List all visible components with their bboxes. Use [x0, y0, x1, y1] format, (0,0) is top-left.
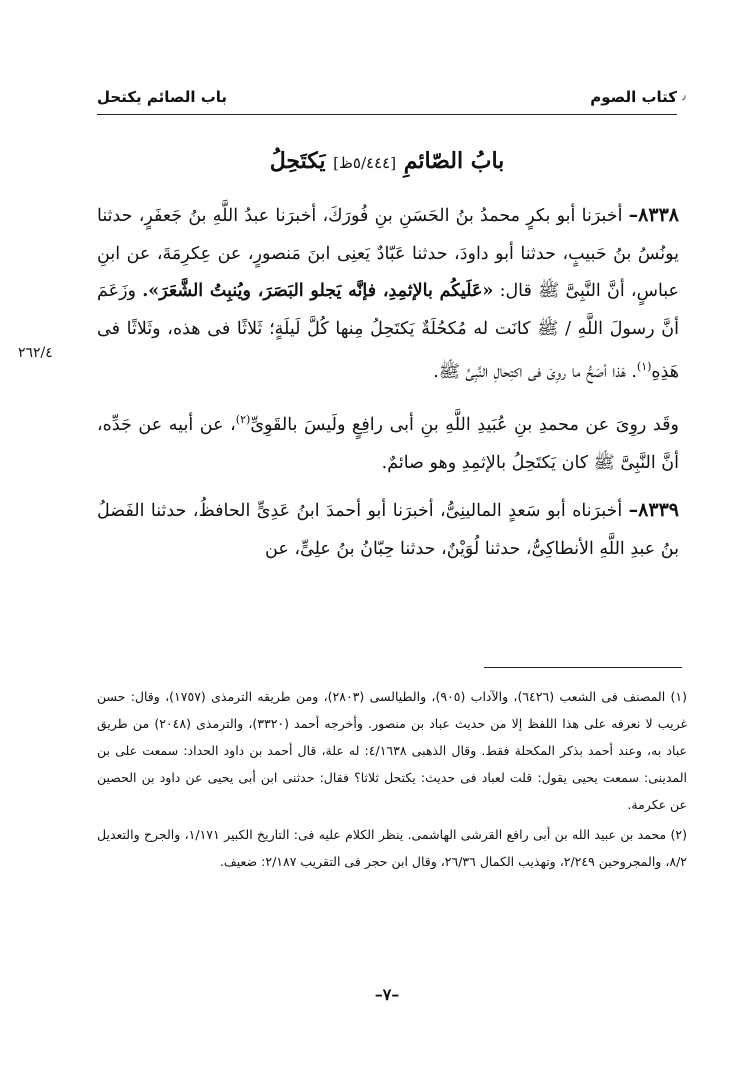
hadith-text: . هَذا أصَحُّ ما روِىَ فى اكتِحالِ النَّبِىِّ ﷺ. [433, 361, 637, 382]
chapter-running-title: باب الصائم يكتحل [97, 88, 228, 106]
footnote: (٢) محمد بن عبيد الله بن أبى رافع القرشى الهاشمى. ينظر الكلام عليه فى: التاريخ الكبير ١/١٧١، والجرح والتعديل ٨/٢، والمجروحين ٢/٢٤٩، وتهذيب الكمال ٢٦/٣٦، وقال ابن حجر فى التقريب ٢/١٨٧: ضعيف. [97, 827, 687, 869]
hadith-paragraph [97, 492, 679, 568]
commentary-text: وقَد روِىَ عن محمدِ بنِ عُبَيدِ اللَّهِ بنِ أبى رافِعٍ ولَيسَ بالقَوِىِّ [250, 415, 679, 436]
footnotes [97, 683, 687, 878]
manuscript-reference: [٥/٤٤٤ظ] [333, 154, 397, 172]
hadith-paragraph [97, 197, 679, 391]
hadith-text: أخبرَناه أبو سَعدٍ المالينِىُّ، أخبرَنا أبو أحمدَ ابنُ عَدِىٍّ الحافظُ، حدثنا الفَضلُ بنُ عبدِ اللَّهِ الأنطاكِىُّ، حدثنا لُوَيْنٌ، حدثنا حِبّانُ بنُ علِىٍّ، عن [97, 501, 679, 559]
chapter-title-start: بابُ الصّائمِ [403, 148, 505, 174]
chapter-title [97, 148, 677, 174]
hadith-number: ٨٣٣٩– [628, 499, 679, 522]
footnote-marker[interactable]: (٢) [235, 413, 251, 427]
prophetic-quote: «عَلَيكُم بالإثمِدِ، فإنَّه يَجلو البَصَرَ، ويُنبِتُ الشَّعَرَ». [142, 281, 494, 301]
commentary-text: ، عن أبيه عن جَدِّه، أنَّ النَّبِىَّ ﷺ كان يَكتَحِلُ بالإثمِدِ وهو صائمٌ. [97, 415, 679, 473]
running-header [97, 88, 677, 106]
footnote-divider [484, 667, 682, 668]
hadith-text: وزَعَمَ أنَّ رسولَ اللَّهِ / ﷺ كانَت له مُكحُلَةٌ يَكتَحِلُ مِنها كُلَّ لَيلَةٍ؛ ثَلاثًا فى هذه، وثَلاثًا فى هَذِهِ [97, 281, 679, 382]
main-text [97, 197, 679, 578]
chapter-title-end: يَكتَحِلُ [269, 148, 326, 174]
page-number: –٧– [374, 985, 400, 1004]
margin-reference: ٢٦٢/٤ [18, 345, 53, 361]
header-divider [97, 114, 677, 115]
footnote-marker[interactable]: (١) [636, 360, 652, 373]
hadith-text: أخبرَنا أبو بكرٍ محمدُ بنُ الحَسَنِ بنِ فُورَكَ، أخبرَنا عبدُ اللَّهِ بنُ جَعفَرٍ، حدثنا يونُسُ بنُ حَبيبٍ، حدثنا أبو داودَ، حدثنا عَبّادٌ يَعنِى ابنَ مَنصورٍ، عن عِكرِمَةَ، عن ابنِ عباسٍ، أنَّ النَّبِىَّ ﷺ قال: [97, 206, 679, 301]
book-section-title: كتاب الصوم [590, 88, 677, 106]
footnote: (١) المصنف فى الشعب (٦٤٢٦)، والآداب (٩٠٥)، والطيالسى (٢٨٠٣)، ومن طريقه الترمذى (١٧٥٧)، وقال: حسن غريب لا نعرفه على هذا اللفظ إلا من حديث عباد بن منصور. وأخرجه أحمد (٣٣٢٠)، والترمذى (٢٠٤٨) من طريق عباد به، وعند أحمد بذكر المكحلة فقط. وقال الذهبى ٤/١٦٣٨: له علة، قال أحمد بن داود الحداد: سمعت على بن المدينى: سمعت يحيى يقول: قلت لعباد فى حديث: يكتحل ثلاثا؟ فقال: حدثنى ابن أبى يحيى عن داود بن الحصين عن عكرمة. [97, 689, 687, 812]
corner-mark: ٫ [682, 88, 686, 102]
hadith-number: ٨٣٣٨– [628, 204, 679, 226]
commentary-paragraph [97, 401, 679, 482]
